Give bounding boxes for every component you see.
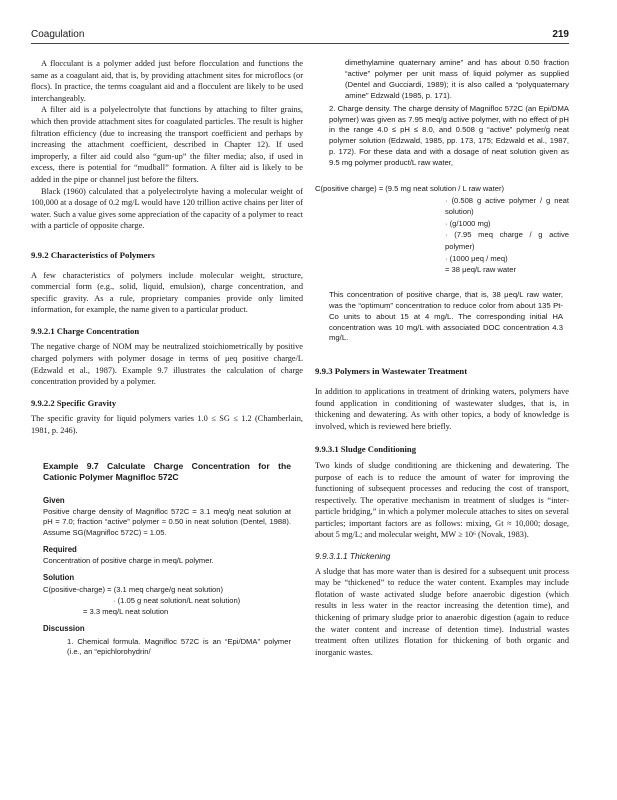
paragraph-sludge-conditioning: Two kinds of sludge conditioning are thickening and dewatering. The purpose of each is to reduce the amount of water for improving the functioning of subsequent processes and reducing the cost of transport, respectively. The operative mechanism in treatment of sludges is “inter-particle bridging,” in which a polymer molecule attaches to sites on several particles; important factors are as follows: mixing, Gt ≈ 10,000; dosage, about 5 mg/L; and molecular weight, MW ≥ 10⁶ (Novak, 1983).	[315, 460, 569, 540]
paragraph-optimum-concentration: This concentration of positive charge, that is, 38 μeq/L raw water, was the “optimum” concentration to reduce color from about 135 Pt-Co units to about 15 at 4 mg/L. The corresponding initial HA concentration was 10 mg/L with associated DOC concentration 4.3 mg/L.	[329, 289, 563, 343]
left-column	[31, 58, 303, 658]
required-text: Concentration of positive charge in meq/L polymer.	[43, 555, 214, 565]
charge-eq-line-5: · (1000 μeq / meq)	[445, 253, 508, 263]
solution-equation	[43, 585, 291, 617]
heading-9-9-2-2: 9.9.2.2 Specific Gravity	[31, 397, 117, 408]
solution-heading: Solution	[43, 572, 75, 582]
page-number: 219	[552, 29, 569, 40]
paragraph-thickening: A sludge that has more water than is desired for a subsequent unit process may be “thickened” to reduce the water content. Examples may include flotation of waste activated sludge before anaerobic digestion (which results in less water in the reactor increasing the detention time), and thickening of primary sludge prior to anaerobic digestion (again to reduce the water content and increase of detention time). Industrial wastes treatment often utilizes flotation for thickening of both organic and inorganic wastes.	[315, 566, 569, 657]
paragraph-characteristics: A few characteristics of polymers include molecular weight, structure, commercial form (e.g., solid, liquid, emulsion), charge concentration, and specific gravity. As a rule, proprietary companies provide only limited information, for example, the name given to a particular product.	[31, 270, 303, 315]
discussion-heading: Discussion	[43, 623, 85, 633]
charge-eq-line-2: · (0.508 g active polymer / g neat solution)	[445, 195, 569, 217]
charge-eq-line-6: = 38 μeq/L raw water	[445, 265, 516, 275]
charge-equation	[315, 183, 569, 276]
discussion-item-2: 2. Charge density. The charge density of Magnifloc 572C (an Epi/DMA polymer) was given as 7.95 meq/g active polymer, with no effect of pH in the range 4.0 ≤ pH ≤ 8.0, and 0.508 g “active” polymer/g neat polymer solution (Edzwald, 1985, pp. 173, 175; Edzwald et al., 1987, p. 172). For these data and with a dosage of neat solution given as 9.5 mg polymer product/L raw water,	[329, 103, 569, 168]
heading-9-9-3-1: 9.9.3.1 Sludge Conditioning	[315, 444, 417, 455]
heading-9-9-3-1-1: 9.9.3.1.1 Thickening	[315, 551, 391, 562]
given-text: Positive charge density of Magnifloc 572C = 3.1 meq/g neat solution at pH = 7.0; fraction “active” polymer ≈ 0.50 in neat solution (Dentel, 1988). Assume SG(Magnifloc 572C) ≈ 1.05.	[43, 506, 291, 538]
paragraph-charge-concentration: The negative charge of NOM may be neutralized stoichiometrically by positive charged polymers with polymer dosage in terms of μeq positive charge/L (Edzwald et al., 1987). Example 9.7 illustrates the calculation of charge concentration provided by a polymer.	[31, 342, 303, 387]
paragraph-wastewater: In addition to applications in treatment of drinking waters, polymers have found application in conditioning of wastewater sludges, that is, in thickening and dewatering. As with other topics, a body of knowledge is involved, which is reviewed here briefly.	[315, 386, 569, 431]
discussion-item-1-continued: dimethylamine quaternary amine” and has about 0.50 fraction “active” polymer per unit mass of liquid polymer as supplied (Dentel and Gucciardi, 1989); it is also called a “polyquaternary amine” Edzwald (1985, p. 171).	[345, 58, 569, 100]
solution-eq-line-1: C(positive-charge) = (3.1 meq charge/g neat solution)	[43, 585, 224, 595]
charge-eq-line-3: · (g/1000 mg)	[445, 218, 491, 228]
paragraph-flocculant: A flocculant is a polymer added just before flocculation and functions the same as a coagulant aid, that is, by providing attachment sites for microflocs (or flocs). In practice, the terms coagulant aid and a flocculent are likely to be used interchangeably.	[31, 59, 303, 103]
discussion-item-2-text: Charge density. The charge density of Magnifloc 572C (an Epi/DMA polymer) was given as 7.95 meq/g active polymer, with no effect of pH in the range 4.0 ≤ pH ≤ 8.0, and 0.508 g “active” polymer/g neat polymer solution (Edzwald, 1985, pp. 173, 175; Edzwald et al., 1987, p. 172). For these data and with a dosage of neat solution given as 9.5 mg polymer product/L raw water,	[329, 103, 569, 168]
solution-eq-line-3: = 3.3 meq/L neat solution	[83, 606, 169, 616]
paragraph-filter-aid: A filter aid is a polyelectrolyte that functions by attaching to filter grains, which then provide attachment sites for coagulated particles. The result is higher filtration efficiency (due to increasing the transport coefficient and perhaps by increasing the attachment coefficient, described in Chapter 12). If used improperly, a filter aid could also “gum-up” the filter media; also, if used in excess, there is potential for “mudball” formation. A filter aid is likely to be added in the pipe or channel just before the filters.	[31, 105, 303, 184]
heading-9-9-2: 9.9.2 Characteristics of Polymers	[31, 249, 155, 260]
heading-9-9-2-1: 9.9.2.1 Charge Concentration	[31, 325, 140, 336]
example-title: Example 9.7 Calculate Charge Concentration for the Cationic Polymer Magnifloc 572C	[43, 460, 291, 483]
heading-9-9-3: 9.9.3 Polymers in Wastewater Treatment	[315, 366, 468, 377]
discussion-item-1-text: Chemical formula. Magnifloc 572C is an “Epi/DMA” polymer (i.e., an “epichlorohydrin/	[67, 636, 291, 657]
discussion-continued	[315, 58, 569, 169]
charge-eq-line-4: · (7.95 meq charge / g active polymer)	[445, 230, 569, 252]
paragraph-specific-gravity: The specific gravity for liquid polymers varies 1.0 ≤ SG ≤ 1.2 (Chamberlain, 1981, p. 246).	[31, 414, 303, 436]
discussion-item-1: 1. Chemical formula. Magnifloc 572C is an “Epi/DMA” polymer (i.e., an “epichlorohydrin/	[67, 636, 291, 657]
right-column	[315, 58, 569, 658]
given-heading: Given	[43, 495, 65, 505]
charge-eq-line-1: C(positive charge) = (9.5 mg neat solution / L raw water)	[315, 184, 505, 194]
header-rule	[31, 43, 569, 44]
running-head-title: Coagulation	[31, 29, 85, 40]
example-9-7-box	[31, 455, 303, 659]
solution-eq-line-2: · (1.05 g neat solution/L neat solution)	[113, 596, 241, 606]
required-heading: Required	[43, 545, 77, 554]
paragraph-black-1960: Black (1960) calculated that a polyelectrolyte having a molecular weight of 100,000 at a dosage of 0.2 mg/L would have 120 trillion active chains per liter of water. Such a value gives some appreciation of the capacity of a polymer to react with a particle of opposite charge.	[31, 186, 303, 231]
